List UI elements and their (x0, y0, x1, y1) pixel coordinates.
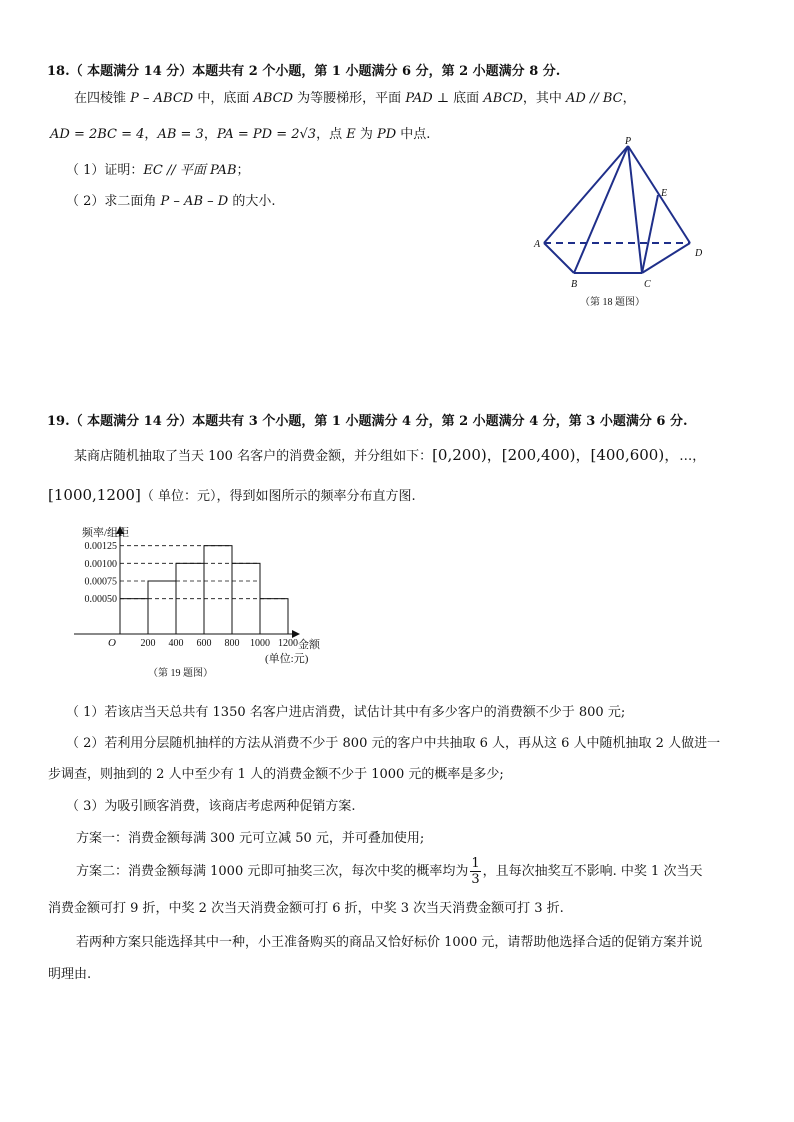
text: 在四棱锥 (74, 91, 131, 106)
x-axis-label: 金额 (298, 639, 320, 651)
edge-AB (544, 243, 574, 273)
histogram-chart (60, 522, 360, 682)
x-tick-label: 1000 (250, 638, 270, 649)
text: ，点 (316, 127, 347, 142)
q19-header: 19.（ 本题满分 14 分）本题共有 3 个小题，第 1 小题满分 4 分，第 2 小题满分 4 分，第 3 小题满分 6 分. (47, 414, 688, 429)
label-A: A (534, 239, 541, 250)
x-tick-label: 200 (140, 638, 156, 649)
math: P – AB – D (160, 194, 229, 209)
q18-line2 (50, 126, 430, 144)
numerator: 1 (471, 856, 480, 871)
histogram-bar (120, 599, 148, 634)
text: ， (622, 91, 636, 106)
y-tick-label: 0.00050 (84, 594, 117, 606)
figure-18-caption: （第 18 题图） (580, 297, 645, 308)
text: ； (236, 163, 250, 178)
label-D: D (695, 248, 703, 259)
q19-part3: （ 3）为吸引顾客消费，该商店考虑两种促销方案. (66, 799, 356, 814)
q19-part2-line1: （ 2）若利用分层随机抽样的方法从消费不少于 800 元的客户中共抽取 6 人，再从这 6 人中随机抽取 2 人做进一 (66, 736, 721, 751)
y-tick-label: 0.00075 (84, 576, 117, 588)
plan-one: 方案一：消费金额每满 300 元可立减 50 元，并可叠加使用; (76, 831, 425, 846)
y-tick-label: 0.00100 (84, 558, 117, 570)
text: ，且每次抽奖互不影响. 中奖 1 次当天 (482, 864, 703, 879)
math: PAD ⊥ (405, 91, 450, 106)
q19-part2-line2: 步调查，则抽到的 2 人中至少有 1 人的消费金额不少于 1000 元的概率是多少; (48, 767, 504, 782)
text: 底面 (449, 91, 484, 106)
q18-line1 (74, 90, 636, 108)
final-question-line2: 明理由. (48, 967, 92, 982)
pyramid-figure (530, 132, 720, 312)
figure-19-caption: （第 19 题图） (148, 668, 213, 679)
x-tick-label: 800 (224, 638, 240, 649)
edge-PA (544, 146, 628, 243)
q18-part1 (66, 162, 250, 180)
math: ABCD (483, 91, 523, 106)
q19-part1: （ 1）若该店当天总共有 1350 名客户进店消费，试估计其中有多少客户的消费额不少于 800 元; (66, 705, 626, 720)
label-C: C (644, 279, 651, 290)
q19-intro-line1 (74, 446, 705, 466)
x-tick-label: 400 (168, 638, 184, 649)
plan-two-line1 (76, 856, 702, 887)
y-tick-labels (85, 541, 118, 605)
math: E (346, 127, 356, 142)
interval: [1000,1200] (48, 486, 141, 504)
label-E: E (661, 188, 668, 199)
edge-CD (642, 243, 690, 273)
x-tick-label: 1200 (278, 638, 298, 649)
text: ， (144, 127, 158, 142)
edge-PB (574, 146, 628, 273)
math: P – ABCD (130, 91, 194, 106)
q18-part2 (66, 193, 275, 211)
histogram-bar (260, 599, 288, 634)
histogram-bar (204, 546, 232, 634)
origin-label: O (108, 637, 116, 649)
text: 中点. (396, 127, 431, 142)
math: PA = PD = 2√3 (216, 127, 317, 142)
text: 中，底面 (193, 91, 254, 106)
text: （ 1）证明： (66, 163, 144, 178)
histogram-bar (148, 581, 176, 634)
label-P: P (625, 136, 632, 147)
x-tick-labels (141, 638, 299, 649)
text: 方案二：消费金额每满 1000 元即可抽奖三次，每次中奖的概率均为 (76, 864, 469, 879)
math: AB = 3 (157, 127, 204, 142)
x-tick-label: 600 (196, 638, 212, 649)
text: ，其中 (522, 91, 567, 106)
math: ABCD (253, 91, 294, 106)
interval: [200,400)， (501, 446, 591, 464)
q19-intro-line2 (48, 486, 416, 506)
interval: [400,600)， (590, 446, 680, 464)
text: ， (203, 127, 217, 142)
text: （ 2）求二面角 (66, 194, 161, 209)
y-axis-label: 频率/组距 (82, 527, 130, 539)
text: （ 单位：元），得到如图所示的频率分布直方图. (140, 489, 416, 504)
label-B: B (571, 279, 578, 290)
x-axis-unit: (单位:元) (265, 653, 309, 665)
text: 为 (355, 127, 377, 142)
q18-header: 18.（ 本题满分 14 分）本题共有 2 个小题，第 1 小题满分 6 分，第 2 小题满分 8 分. (47, 64, 561, 79)
math: EC // 平面 PAB (143, 163, 237, 178)
segment-EC (642, 195, 658, 273)
interval: [0,200)， (432, 446, 502, 464)
fraction-one-third (470, 856, 480, 887)
math: PD (377, 127, 397, 142)
denominator: 3 (471, 872, 480, 887)
bars (120, 546, 288, 634)
interval: …， (679, 449, 706, 464)
plan-two-line2: 消费金额可打 9 折，中奖 2 次当天消费金额可打 6 折，中奖 3 次当天消费金额可打 3 折. (48, 901, 564, 916)
final-question-line1: 若两种方案只能选择其中一种，小王准备购买的商品又恰好标价 1000 元，请帮助他选择合适的促销方案并说 (76, 935, 703, 950)
text: 的大小. (228, 194, 276, 209)
y-tick-label: 0.00125 (84, 541, 117, 553)
text: 为等腰梯形，平面 (293, 91, 406, 106)
math: AD = 2BC = 4 (50, 127, 145, 142)
text: 某商店随机抽取了当天 100 名客户的消费金额，并分组如下： (74, 449, 433, 464)
math: AD // BC (566, 91, 623, 106)
